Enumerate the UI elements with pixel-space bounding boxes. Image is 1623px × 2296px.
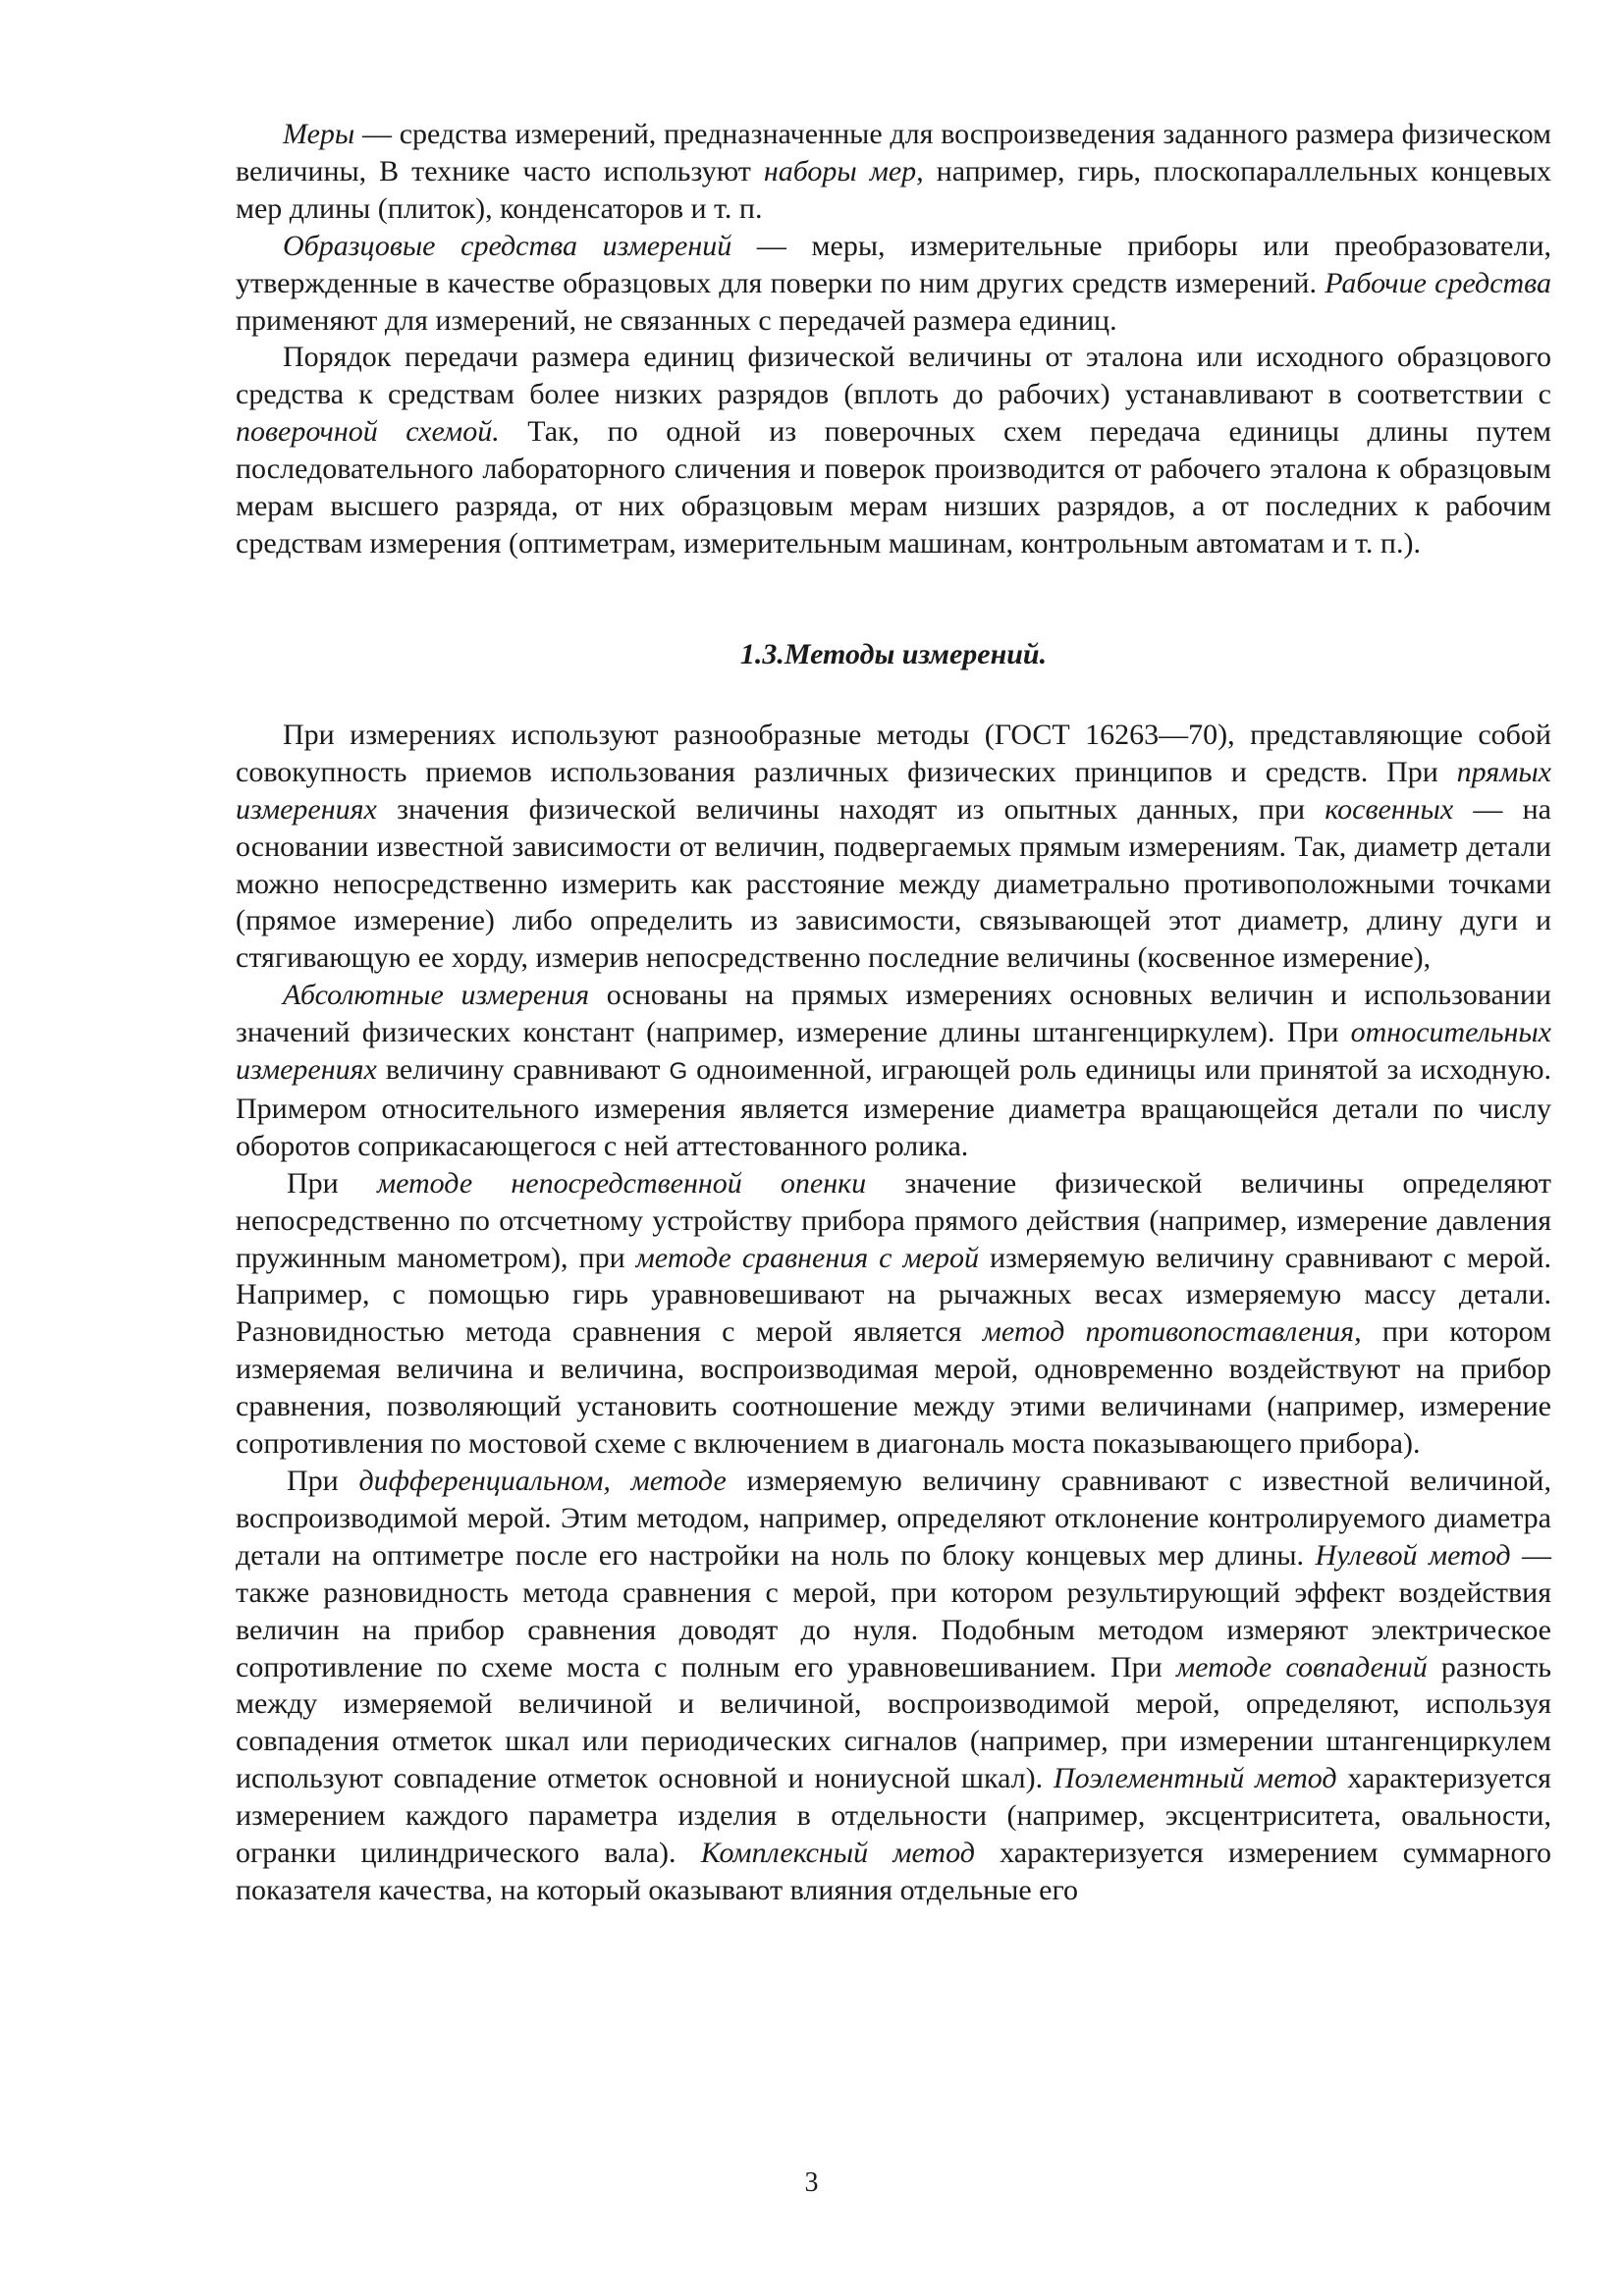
term-reference-instruments: Образцовые средства измерений <box>283 229 732 262</box>
paragraph-transfer-order: Порядок передачи размера единиц физической величины от эталона или исходного образцового средства к средствам более низких разрядов (вплоть до рабочих) устанавливают в соответствии с поверочной схемой. Так, по одной из поверочных схем передача единицы длины путем последовательного лабораторного сличения и поверок производится от рабочего эталона к образцовым мерам высшего разряда, от них образцовым мерам низших разрядов, а от последних к рабочим средствам измерения (оптиметрам, измерительным машинам, контрольным автоматам и т. п.). <box>236 341 1551 560</box>
term-measures: Меры <box>283 118 355 150</box>
paragraph-absolute-measurements: Абсолютные измерения основаны на прямых измерениях основных величин и использовании значений физических констант (например, измерение длины штангенциркулем). При относительных измерениях величину сравнивают G одноименной, играющей роль единицы или принятой за исходную. Примером относительного измерения является измерение диаметра вращающейся детали по числу оборотов соприкасающегося с ней аттестованного ролика. <box>236 979 1551 1162</box>
term-indirect: косвенных <box>1325 792 1454 826</box>
term-null-method: Нулевой метод <box>1315 1538 1511 1572</box>
paragraph-methods-intro: При измерениях используют разнообразные методы (ГОСТ 16263—70), представляющие собой совокупность приемов использования различных физических принципов и средств. При прямых измерениях значения физической величины находят из опытных данных, при косвенных — на основании известной зависимости от величин, подвергаемых прямым измерениям. Так, диаметр детали можно непосредственно измерить как расстояние между диаметрально противоположными точками (прямое измерение) либо определить из зависимости, связывающей этот диаметр, длину дуги и стягивающую ее хорду, измерив непосредственно последние величины (косвенное измерение), <box>236 718 1551 975</box>
term-relative-measurements: относительных измерениях <box>236 1016 1551 1087</box>
term-direct-evaluation-method: методе непосредственной опенки <box>376 1166 867 1200</box>
term-working-instruments: Рабочие средства <box>1325 266 1552 299</box>
paragraph-differential-method: При дифференциальном, методе измеряемую величину сравнивают с известной величиной, воспроизводимой мерой. Этим методом, например, определяют отклонение контролируемого диаметра детали на оптиметре после его настройки на ноль по блоку концевых мер длины. Нулевой метод — также разновидность метода сравнения с мерой, при котором результирующий эффект воздействия величин на прибор сравнения доводят до нуля. Подобным методом измеряют электрическое сопротивление по схеме моста с полным его уравновешиванием. При методе совпадений разность между измеряемой величиной и величиной, воспроизводимой мерой, определяют, используя совпадения отметок шкал или периодических сигналов (например, при измерении штангенциркулем используют совпадение отметок основной и нониусной шкал). Поэлементный метод характеризуется измерением каждого параметра изделия в отдельности (например, эксцентриситета, овальности, огранки цилиндрического вала). Комплексный метод характеризуется измерением суммарного показателя качества, на который оказывают влияния отдельные его <box>236 1465 1552 1906</box>
typo-letter: G <box>669 1058 688 1086</box>
term-element-method: Поэлементный метод <box>1053 1762 1337 1795</box>
paragraph-measures: Меры — средства измерений, предназначенные для воспроизведения заданного размера физическом величины, В технике часто используют наборы мер, например, гирь, плоскопараллельных концевых мер длины (плиток), конденсаторов и т. п. <box>236 118 1552 225</box>
term-differential-method: дифференциальном, методе <box>358 1465 727 1497</box>
term-opposition-method: метод противопоставления, <box>982 1315 1362 1349</box>
page-number: 3 <box>804 2167 819 2198</box>
paragraph-reference-instruments: Образцовые средства измерений — меры, измерительные приборы или преобразователи, утвержденные в качестве образцовых для поверки по ним других средств измерений. Рабочие средства применяют для измерений, не связанных с передачей размера единиц. <box>236 229 1552 337</box>
document-page <box>236 116 1551 1909</box>
term-comparison-method: методе сравнения с мерой <box>635 1241 979 1274</box>
term-coincidence-method: методе совпадений <box>1175 1650 1428 1683</box>
term-direct-measurements: прямых измерениях <box>236 755 1551 826</box>
section-heading: 1.3.Методы измерений. <box>739 637 1048 670</box>
term-verification-scheme: поверочной схемой. <box>236 415 500 449</box>
term-complex-method: Комплексный метод <box>700 1837 975 1870</box>
paragraph-direct-evaluation: При методе непосредственной опенки значение физической величины определяют непосредственно по отсчетному устройству прибора прямого действия (например, измерение давления пружинным манометром), при методе сравнения с мерой измеряемую величину сравнивают с мерой. Например, с помощью гирь уравновешивают на рычажных весах измеряемую массу детали. Разновидностью метода сравнения с мерой является метод противопоставления, при котором измеряемая величина и величина, воспроизводимая мерой, одновременно воздействуют на прибор сравнения, позволяющий установить соотношение между этими величинами (например, измерение сопротивления по мостовой схеме с включением в диагональ моста показывающего прибора). <box>236 1166 1552 1461</box>
term-measure-sets: наборы мер, <box>763 154 924 187</box>
term-absolute-measurements: Абсолютные измерения <box>283 979 590 1012</box>
